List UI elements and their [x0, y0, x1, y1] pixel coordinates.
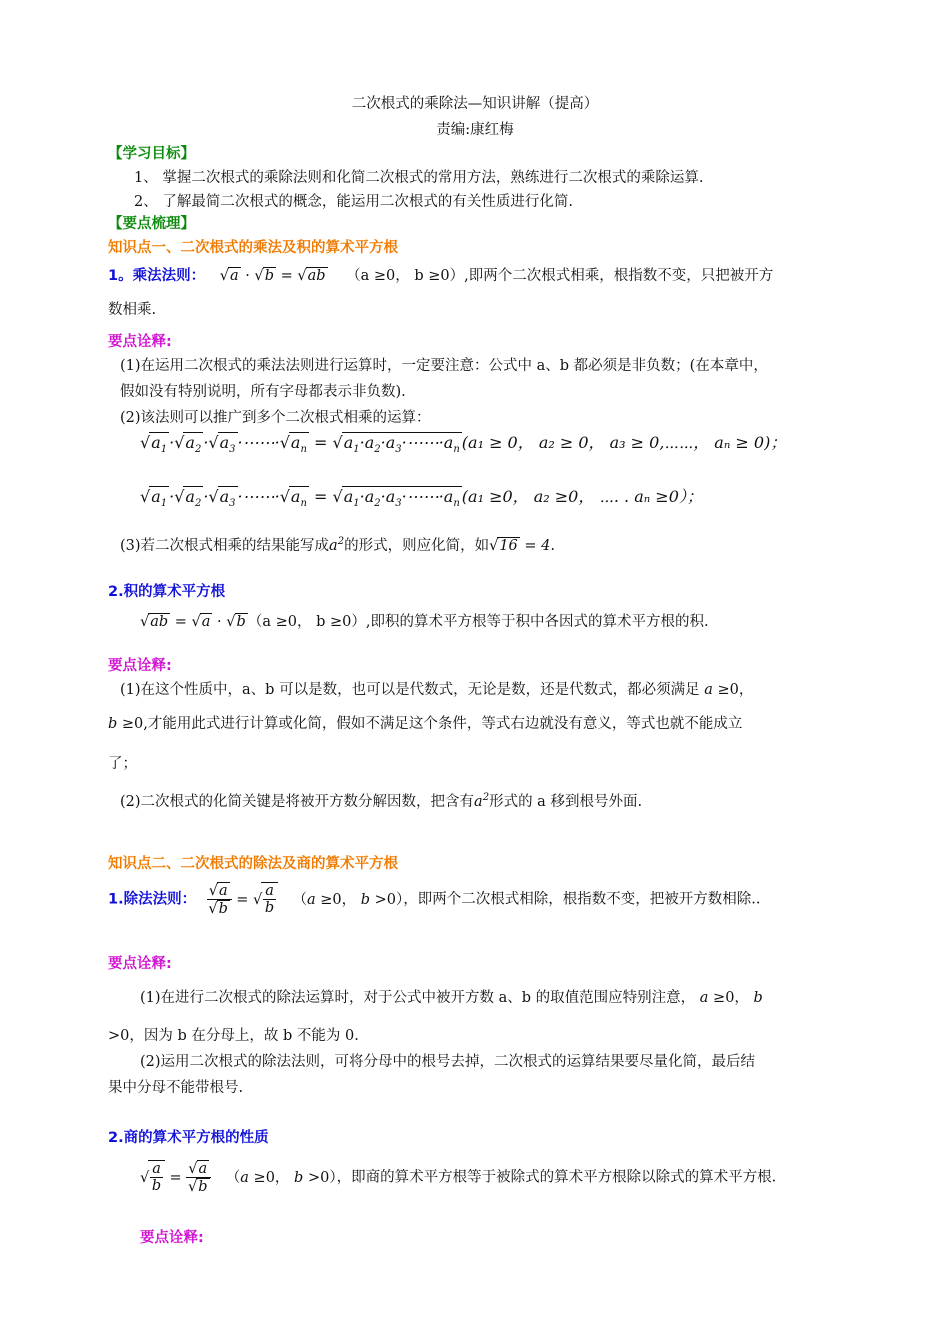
note3-text-b: 的形式，则应化简，如: [344, 538, 490, 554]
quotient-root-formula: √ $\frac{a}{b}$ = $\frac{√a}{√b}$: [140, 1170, 211, 1186]
n1-line2: [108, 712, 742, 733]
product-root-condition: （a ≥0， b ≥0）: [247, 614, 366, 630]
note-label-4: 要点诠释:: [140, 1230, 204, 1246]
objective-item-1: 1、 掌握二次根式的乘除法则和化简二次根式的常用方法，熟练进行二次根式的乘除运算.: [134, 170, 704, 186]
a-squared: $a^2$: [329, 536, 345, 554]
editor-line: 责编:康红梅: [436, 122, 514, 138]
quotient-root-condition: （a ≥0， b >0）: [225, 1169, 337, 1186]
formula-condition-2: (a₁ ≥0， a₂ ≥0， ⋯. . aₙ ≥0）；: [461, 487, 703, 506]
n2-line: [120, 790, 642, 811]
note1-line1: (1)在运用二次根式的乘法法则进行运算时，一定要注意：公式中 a、b 都必须是非负数；(在本章中，: [120, 358, 768, 374]
div-note1-line2: >0，因为 b 在分母上，故 b 不能为 0.: [108, 1028, 359, 1044]
note-label: 要点诠释:: [108, 334, 172, 350]
n1-line1: (1)在这个性质中，a、b 可以是数，也可以是代数式，无论是数，还是代数式，都必须满足 a ≥0，: [120, 682, 754, 698]
multiplication-condition: （a ≥0， b ≥0）: [346, 268, 465, 284]
quotient-root-title: 2.商的算术平方根的性质: [108, 1130, 269, 1146]
quotient-root-text: ，即商的算术平方根等于被除式的算术平方根除以除式的算术平方根.: [336, 1169, 777, 1186]
note3-line: (3)若二次根式相乘的结果能写成$a^2$的形式，则应化简，如√16 = 4.: [120, 536, 555, 554]
generalized-formula-2: $√a_1 \cdot√a_2 \cdot√a_3$ $\cdot\cdots\cdots\cdot√a_n$ = $√a_1\cdot a_2\cdot a_3\cdot\cdots\cdots\cdot a_n$ (a₁ ≥0， a₂ ≥0， ⋯. . aₙ ≥0）；: [140, 487, 703, 510]
div-note1-line1: (1)在进行二次根式的除法运算时，对于公式中被开方数 a、b 的取值范围应特别注意， a ≥0， b: [140, 990, 763, 1006]
note-label-3: 要点诠释:: [108, 956, 172, 972]
note1-line2: 假如没有特别说明，所有字母都表示非负数).: [120, 384, 406, 400]
a-squared-2: $a^2$: [474, 792, 490, 810]
division-rule-label: 1.除法法则：: [108, 891, 197, 908]
quotient-root-line: [140, 1160, 776, 1195]
div-note1-text-a: (1)在进行二次根式的除法运算时，对于公式中被开方数 a、b 的取值范围应特别注意，: [140, 990, 696, 1006]
product-root-title: 2.积的算术平方根: [108, 584, 226, 600]
multiplication-rule-text: ,即两个二次根式相乘，根指数不变，只把被开方: [464, 268, 774, 284]
division-formula: $\frac{√a}{√b}$ = √ $\frac{a}{b}$: [207, 892, 283, 908]
product-root-formula-line: [140, 610, 709, 631]
product-root-formula: √ab = √a · √b: [140, 614, 246, 630]
note2-line: (2)该法则可以推广到多个二次根式相乘的运算：: [120, 410, 431, 426]
var-a-2: a: [699, 990, 709, 1006]
multiplication-rule-label: 1。乘法法则：: [108, 268, 206, 284]
note3-text-a: (3)若二次根式相乘的结果能写成: [120, 538, 330, 554]
formula-condition-1: (a₁ ≥ 0， a₂ ≥ 0， a₃ ≥ 0,⋯⋯， aₙ ≥ 0): [461, 433, 771, 452]
section2-title: 知识点二、二次根式的除法及商的算术平方根: [108, 856, 398, 872]
division-rule-text: ，即两个二次根式相除，根指数不变，把被开方数相除..: [403, 891, 761, 908]
div-note2-line1: (2)运用二次根式的除法法则，可将分母中的根号去掉，二次根式的运算结果要尽量化简，最后结: [140, 1054, 756, 1070]
division-rule: [108, 882, 761, 917]
page-title: 二次根式的乘除法—知识讲解（提高）: [351, 96, 599, 112]
product-root-text: ,即积的算术平方根等于积中各因式的算术平方根的积.: [365, 614, 709, 630]
multiplication-rule: [108, 264, 773, 285]
objective-item-2: 2、 了解最简二次根式的概念，能运用二次根式的有关性质进行化简.: [134, 194, 573, 210]
var-b: b: [108, 716, 118, 732]
division-condition: （a ≥0， b >0）: [292, 891, 404, 908]
key-points-heading: 【要点梳理】: [108, 216, 195, 232]
var-b-2: b: [753, 990, 763, 1006]
multiplication-formula: √a · √b = √ab: [219, 268, 326, 284]
objectives-heading: 【学习目标】: [108, 146, 195, 162]
generalized-formula-1: $√a_1 \cdot√a_2 \cdot√a_3$ $\cdot\cdots\cdots\cdot√a_n$ = $√a_1\cdot a_2\cdot a_3\cdot\cdots\cdots\cdot a_n$ (a₁ ≥ 0， a₂ ≥ 0， a₃ ≥ 0,⋯⋯， aₙ ≥ 0)；: [140, 433, 787, 456]
div-note2-line2: 果中分母不能带根号.: [108, 1080, 244, 1096]
n2-text-a: (2)二次根式的化简关键是将被开方数分解因数，把含有: [120, 794, 475, 810]
note-label-2: 要点诠释:: [108, 658, 172, 674]
multiplication-rule-text2: 数相乘.: [108, 302, 157, 318]
section1-title: 知识点一、二次根式的乘法及积的算术平方根: [108, 240, 398, 256]
var-a: a: [704, 682, 713, 698]
n1-line3: 了；: [108, 756, 137, 772]
sqrt16-example: √16 = 4: [489, 538, 551, 554]
n1-text-a: (1)在这个性质中，a、b 可以是数，也可以是代数式，无论是数，还是代数式，都必须满足: [120, 682, 700, 698]
n2-text-b: 形式的 a 移到根号外面.: [489, 794, 643, 810]
n1-text-b: ≥0,才能用此式进行计算或化简，假如不满足这个条件，等式右边就没有意义，等式也就不能成立: [121, 716, 743, 732]
